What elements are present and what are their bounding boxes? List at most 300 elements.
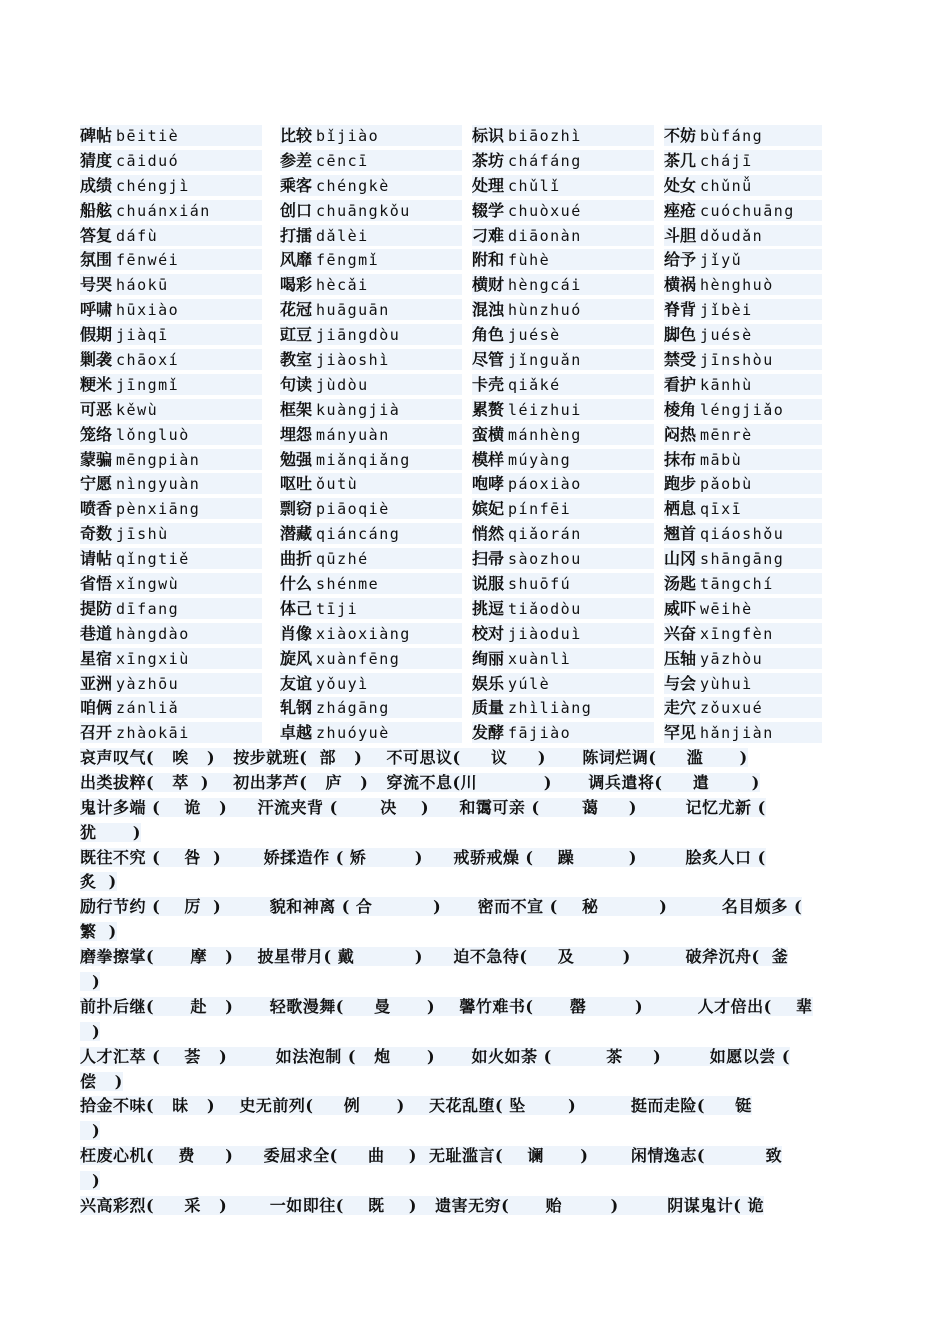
vocab-word: 混浊 bbox=[472, 300, 505, 320]
vocab-pinyin: jùdòu bbox=[316, 375, 369, 394]
vocab-entry bbox=[472, 274, 654, 295]
vocab-entry bbox=[280, 125, 462, 146]
idiom-line bbox=[80, 970, 882, 995]
vocab-row bbox=[0, 175, 950, 200]
vocab-entry bbox=[80, 324, 262, 345]
vocab-entry bbox=[280, 374, 462, 395]
vocab-entry bbox=[472, 697, 654, 718]
vocab-pinyin: mánhèng bbox=[508, 425, 582, 444]
vocab-entry bbox=[80, 374, 262, 395]
vocab-entry bbox=[80, 175, 262, 196]
vocab-entry bbox=[472, 648, 654, 669]
vocab-word: 成绩 bbox=[80, 175, 113, 195]
vocab-entry bbox=[664, 200, 822, 221]
vocab-entry bbox=[472, 722, 654, 743]
vocab-pinyin: kānhù bbox=[700, 375, 753, 394]
vocab-word: 闷热 bbox=[664, 424, 697, 444]
vocab-pinyin: zhìliàng bbox=[508, 699, 593, 718]
vocab-pinyin: kuàngjià bbox=[316, 400, 401, 419]
vocab-pinyin: tiǎodòu bbox=[508, 599, 582, 618]
idiom-line bbox=[80, 1119, 882, 1144]
vocab-pinyin: fēnwéi bbox=[116, 251, 180, 270]
vocab-entry bbox=[80, 623, 262, 644]
vocab-row bbox=[0, 648, 950, 673]
vocab-entry bbox=[664, 125, 822, 146]
vocab-entry bbox=[80, 399, 262, 420]
vocab-word: 处女 bbox=[664, 175, 697, 195]
vocab-word: 看护 bbox=[664, 374, 697, 394]
vocab-pinyin: chéngjì bbox=[116, 176, 190, 195]
vocab-pinyin: xīngfèn bbox=[700, 624, 774, 643]
vocab-word: 横财 bbox=[472, 275, 505, 295]
vocab-row bbox=[0, 225, 950, 250]
vocab-row bbox=[0, 548, 950, 573]
vocab-word: 痤疮 bbox=[664, 200, 697, 220]
vocab-pinyin: juésè bbox=[508, 326, 561, 345]
vocab-word: 挑逗 bbox=[472, 598, 505, 618]
vocab-pinyin: jiàoshì bbox=[316, 351, 390, 370]
vocab-entry bbox=[472, 399, 654, 420]
vocab-entry bbox=[80, 548, 262, 569]
vocab-pinyin: mányuàn bbox=[316, 425, 390, 444]
vocab-word: 亚洲 bbox=[80, 673, 113, 693]
vocab-word: 呼啸 bbox=[80, 300, 113, 320]
vocab-row bbox=[0, 125, 950, 150]
vocab-pinyin: hècǎi bbox=[316, 276, 369, 295]
vocab-pinyin: zánliǎ bbox=[116, 699, 180, 718]
vocab-entry bbox=[472, 299, 654, 320]
vocab-word: 娱乐 bbox=[472, 673, 505, 693]
idiom-text: ) bbox=[80, 972, 101, 992]
vocab-pinyin: xuànlì bbox=[508, 649, 572, 668]
vocab-pinyin: chāoxí bbox=[116, 351, 180, 370]
vocab-word: 悄然 bbox=[472, 524, 505, 544]
vocab-row bbox=[0, 722, 950, 747]
vocab-entry bbox=[80, 648, 262, 669]
vocab-word: 尽管 bbox=[472, 350, 505, 370]
vocab-entry bbox=[664, 150, 822, 171]
vocab-entry bbox=[280, 175, 462, 196]
vocab-entry bbox=[80, 523, 262, 544]
vocab-pinyin: jǐbèi bbox=[700, 301, 753, 320]
vocab-entry bbox=[280, 424, 462, 445]
vocab-pinyin: tīji bbox=[316, 599, 359, 618]
idiom-line bbox=[80, 945, 882, 970]
vocab-word: 氛围 bbox=[80, 250, 113, 270]
vocab-row bbox=[0, 299, 950, 324]
vocab-entry bbox=[472, 523, 654, 544]
vocab-entry bbox=[280, 573, 462, 594]
vocab-pinyin: juésè bbox=[700, 326, 753, 345]
vocab-pinyin: kěwù bbox=[116, 400, 159, 419]
vocab-entry bbox=[472, 150, 654, 171]
vocab-entry bbox=[664, 697, 822, 718]
vocab-entry bbox=[472, 673, 654, 694]
vocab-word: 曲折 bbox=[280, 549, 313, 569]
vocab-word: 兴奋 bbox=[664, 623, 697, 643]
idiom-line bbox=[80, 746, 882, 771]
vocab-entry bbox=[472, 249, 654, 270]
vocab-word: 旋风 bbox=[280, 648, 313, 668]
vocab-row bbox=[0, 573, 950, 598]
vocab-word: 跑步 bbox=[664, 474, 697, 494]
idiom-text: 哀声叹气( 唉 ) 按步就班( 部 ) 不可思议( 议 ) 陈词烂调( 滥 ) bbox=[80, 748, 748, 767]
idiom-text: 磨拳擦掌( 摩 ) 披星带月( 戴 ) 迫不急待( 及 ) 破斧沉舟( 釜 bbox=[80, 947, 789, 967]
vocab-pinyin: huāguān bbox=[316, 301, 390, 320]
vocab-word: 船舷 bbox=[80, 200, 113, 220]
vocab-word: 说服 bbox=[472, 574, 505, 594]
vocab-pinyin: miǎnqiǎng bbox=[316, 450, 411, 469]
vocab-entry bbox=[80, 449, 262, 470]
vocab-word: 嫔妃 bbox=[472, 499, 505, 519]
vocab-pinyin: chuánxián bbox=[116, 201, 211, 220]
vocab-pinyin: xiàoxiàng bbox=[316, 624, 411, 643]
idiom-correction-list bbox=[80, 746, 882, 1219]
vocab-entry bbox=[280, 648, 462, 669]
idiom-line bbox=[80, 1045, 882, 1070]
vocab-entry bbox=[472, 125, 654, 146]
vocab-pinyin: bēitiè bbox=[116, 127, 180, 145]
vocab-pinyin: lǒngluò bbox=[116, 425, 190, 444]
vocab-word: 友谊 bbox=[280, 673, 313, 693]
vocab-word: 呕吐 bbox=[280, 474, 313, 494]
vocab-entry bbox=[280, 324, 462, 345]
vocab-pinyin: qūzhé bbox=[316, 550, 369, 569]
vocab-word: 卡壳 bbox=[472, 374, 505, 394]
vocab-pinyin: hènghuò bbox=[700, 276, 774, 295]
vocab-word: 请帖 bbox=[80, 549, 113, 569]
vocab-word: 处理 bbox=[472, 175, 505, 195]
vocab-entry bbox=[280, 399, 462, 420]
vocab-word: 卓越 bbox=[280, 723, 313, 743]
vocab-word: 脚色 bbox=[664, 325, 697, 345]
vocab-pinyin: cháfáng bbox=[508, 151, 582, 170]
vocab-pinyin: xǐngwù bbox=[116, 575, 180, 594]
vocab-entry bbox=[80, 200, 262, 221]
vocab-word: 模样 bbox=[472, 449, 505, 469]
vocab-word: 星宿 bbox=[80, 648, 113, 668]
vocab-entry bbox=[280, 449, 462, 470]
vocab-pinyin: yǒuyì bbox=[316, 674, 369, 693]
idiom-text: 偿 ) bbox=[80, 1071, 123, 1091]
vocab-word: 答复 bbox=[80, 225, 113, 245]
vocab-word: 标识 bbox=[472, 126, 505, 145]
vocab-pinyin: yúlè bbox=[508, 674, 551, 693]
idiom-line bbox=[80, 846, 882, 871]
vocab-row bbox=[0, 473, 950, 498]
vocab-pinyin: qīxī bbox=[700, 500, 743, 519]
vocabulary-table bbox=[0, 125, 950, 747]
vocab-pinyin: jīnshòu bbox=[700, 351, 774, 370]
vocab-pinyin: dáfù bbox=[116, 226, 159, 245]
vocab-word: 汤匙 bbox=[664, 574, 697, 594]
idiom-line bbox=[80, 1169, 882, 1194]
vocab-entry bbox=[80, 424, 262, 445]
vocab-word: 横祸 bbox=[664, 275, 697, 295]
vocab-pinyin: hèngcái bbox=[508, 276, 582, 295]
vocab-entry bbox=[280, 722, 462, 743]
vocab-pinyin: mēngpiàn bbox=[116, 450, 201, 469]
vocab-entry bbox=[80, 349, 262, 370]
vocab-entry bbox=[472, 424, 654, 445]
idiom-line bbox=[80, 870, 882, 895]
vocab-word: 走穴 bbox=[664, 698, 697, 718]
vocab-entry bbox=[80, 249, 262, 270]
vocab-word: 咱俩 bbox=[80, 698, 113, 718]
vocab-pinyin: háokū bbox=[116, 276, 169, 295]
vocab-pinyin: léngjiǎo bbox=[700, 400, 785, 419]
vocab-word: 喷香 bbox=[80, 499, 113, 519]
vocab-word: 豇豆 bbox=[280, 325, 313, 345]
vocab-pinyin: jǐnguǎn bbox=[508, 351, 582, 370]
vocab-entry bbox=[664, 399, 822, 420]
vocab-word: 喝彩 bbox=[280, 275, 313, 295]
vocab-row bbox=[0, 598, 950, 623]
idiom-line bbox=[80, 1144, 882, 1169]
vocab-word: 脊背 bbox=[664, 300, 697, 320]
vocab-word: 潜藏 bbox=[280, 524, 313, 544]
vocab-word: 蒙骗 bbox=[80, 449, 113, 469]
vocab-word: 花冠 bbox=[280, 300, 313, 320]
vocab-word: 假期 bbox=[80, 325, 113, 345]
vocab-entry bbox=[664, 424, 822, 445]
vocab-pinyin: jīngmǐ bbox=[116, 375, 180, 394]
idiom-text: ) bbox=[80, 1021, 101, 1041]
vocab-pinyin: zhágāng bbox=[316, 699, 390, 718]
vocab-pinyin: shuōfú bbox=[508, 575, 572, 594]
vocab-entry bbox=[80, 722, 262, 743]
vocab-pinyin: jǐyǔ bbox=[700, 251, 743, 270]
vocab-word: 句读 bbox=[280, 374, 313, 394]
vocab-entry bbox=[664, 349, 822, 370]
vocab-word: 棱角 bbox=[664, 399, 697, 419]
vocab-word: 风靡 bbox=[280, 250, 313, 270]
vocab-pinyin: xīngxiù bbox=[116, 649, 190, 668]
vocab-entry bbox=[664, 175, 822, 196]
vocab-pinyin: bǐjiào bbox=[316, 127, 380, 145]
vocab-entry bbox=[664, 573, 822, 594]
vocab-word: 扫帚 bbox=[472, 549, 505, 569]
vocab-word: 乘客 bbox=[280, 175, 313, 195]
vocab-word: 笼络 bbox=[80, 424, 113, 444]
vocab-pinyin: piāoqiè bbox=[316, 500, 390, 519]
vocab-word: 茶坊 bbox=[472, 150, 505, 170]
vocab-row bbox=[0, 623, 950, 648]
vocab-pinyin: jiàoduì bbox=[508, 624, 582, 643]
vocab-word: 茶几 bbox=[664, 150, 697, 170]
vocab-pinyin: chájī bbox=[700, 151, 753, 170]
vocab-word: 号哭 bbox=[80, 275, 113, 295]
vocab-word: 山冈 bbox=[664, 549, 697, 569]
idiom-text: 繁 ) bbox=[80, 922, 117, 942]
vocab-pinyin: yāzhòu bbox=[700, 649, 764, 668]
vocab-entry bbox=[280, 274, 462, 295]
vocab-word: 剽窃 bbox=[280, 499, 313, 519]
vocab-entry bbox=[472, 349, 654, 370]
vocab-word: 参差 bbox=[280, 150, 313, 170]
vocab-pinyin: chǔlǐ bbox=[508, 176, 561, 195]
idiom-line bbox=[80, 771, 882, 796]
vocab-word: 刁难 bbox=[472, 225, 505, 245]
vocab-pinyin: zhuóyuè bbox=[316, 724, 390, 743]
vocab-pinyin: hùnzhuó bbox=[508, 301, 582, 320]
vocab-pinyin: dǒudǎn bbox=[700, 226, 764, 245]
vocab-entry bbox=[472, 374, 654, 395]
vocab-entry bbox=[664, 523, 822, 544]
vocab-entry bbox=[280, 673, 462, 694]
vocab-row bbox=[0, 424, 950, 449]
vocab-entry bbox=[472, 473, 654, 494]
vocab-row bbox=[0, 697, 950, 722]
vocab-word: 给予 bbox=[664, 250, 697, 270]
vocab-pinyin: pínfēi bbox=[508, 500, 572, 519]
vocab-entry bbox=[664, 598, 822, 619]
vocab-word: 提防 bbox=[80, 598, 113, 618]
vocab-pinyin: yàzhōu bbox=[116, 674, 180, 693]
idiom-text: ) bbox=[80, 1171, 101, 1191]
vocab-word: 召开 bbox=[80, 723, 113, 743]
vocab-word: 质量 bbox=[472, 698, 505, 718]
idiom-text: 前扑后继( 赴 ) 轻歌漫舞( 曼 ) 馨竹难书( 罄 ) 人才倍出( 辈 bbox=[80, 996, 813, 1016]
vocab-row bbox=[0, 673, 950, 698]
vocab-entry bbox=[664, 722, 822, 743]
vocab-word: 咆哮 bbox=[472, 474, 505, 494]
vocab-pinyin: qiáoshǒu bbox=[700, 525, 785, 544]
vocab-entry bbox=[664, 249, 822, 270]
vocab-pinyin: fēngmǐ bbox=[316, 251, 380, 270]
vocab-entry bbox=[472, 324, 654, 345]
vocab-entry bbox=[280, 523, 462, 544]
vocab-pinyin: wēihè bbox=[700, 599, 753, 618]
vocab-entry bbox=[472, 548, 654, 569]
vocab-word: 创口 bbox=[280, 200, 313, 220]
vocab-word: 体己 bbox=[280, 598, 313, 618]
vocab-row bbox=[0, 498, 950, 523]
vocab-word: 罕见 bbox=[664, 723, 697, 743]
vocab-entry bbox=[664, 225, 822, 246]
idiom-line bbox=[80, 1194, 882, 1219]
vocab-entry bbox=[664, 623, 822, 644]
idiom-text: 既往不究 ( 咎 ) 娇揉造作 ( 矫 ) 戒骄戒燥 ( 躁 ) 脍炙人口 ( bbox=[80, 847, 766, 867]
idiom-line bbox=[80, 796, 882, 821]
idiom-text: 拾金不味( 昧 ) 史无前列( 例 ) 天花乱堕( 坠 ) 挺而走险( 铤 bbox=[80, 1096, 752, 1116]
vocab-entry bbox=[80, 299, 262, 320]
idiom-text: ) bbox=[80, 1121, 101, 1141]
vocab-entry bbox=[280, 498, 462, 519]
vocab-row bbox=[0, 374, 950, 399]
vocab-pinyin: hǎnjiàn bbox=[700, 724, 774, 743]
vocab-pinyin: chǔnǚ bbox=[700, 176, 753, 195]
vocab-entry bbox=[280, 623, 462, 644]
vocab-entry bbox=[664, 473, 822, 494]
vocab-entry bbox=[664, 374, 822, 395]
vocab-pinyin: jiāngdòu bbox=[316, 326, 401, 345]
vocab-word: 轧钢 bbox=[280, 698, 313, 718]
vocab-entry bbox=[280, 548, 462, 569]
vocab-pinyin: múyàng bbox=[508, 450, 572, 469]
vocab-pinyin: jīshù bbox=[116, 525, 169, 544]
vocab-word: 蛮横 bbox=[472, 424, 505, 444]
vocab-word: 斗胆 bbox=[664, 225, 697, 245]
vocab-word: 压轴 bbox=[664, 648, 697, 668]
vocab-word: 省悟 bbox=[80, 574, 113, 594]
vocab-pinyin: sàozhou bbox=[508, 550, 582, 569]
vocab-pinyin: mābù bbox=[700, 450, 743, 469]
idiom-text: 炙 ) bbox=[80, 872, 117, 892]
vocab-entry bbox=[472, 598, 654, 619]
vocab-entry bbox=[664, 673, 822, 694]
vocab-entry bbox=[80, 673, 262, 694]
vocab-pinyin: cuóchuāng bbox=[700, 201, 795, 220]
vocab-pinyin: shénme bbox=[316, 575, 380, 594]
vocab-entry bbox=[472, 449, 654, 470]
vocab-entry bbox=[472, 498, 654, 519]
vocab-word: 宁愿 bbox=[80, 474, 113, 494]
vocab-entry bbox=[280, 150, 462, 171]
idiom-text: 犹 ) bbox=[80, 822, 141, 842]
vocab-entry bbox=[664, 548, 822, 569]
vocab-word: 奇数 bbox=[80, 524, 113, 544]
vocab-entry bbox=[80, 473, 262, 494]
vocab-pinyin: fājiào bbox=[508, 724, 572, 743]
vocab-entry bbox=[664, 498, 822, 519]
idiom-text: 人才汇萃 ( 荟 ) 如法泡制 ( 炮 ) 如火如荼 ( 茶 ) 如愿以尝 ( bbox=[80, 1046, 790, 1066]
idiom-text: 出类拔粹( 萃 ) 初出茅芦( 庐 ) 穿流不息(川 ) 调兵遣将( 遣 ) bbox=[80, 772, 760, 792]
idiom-text: 励行节约 ( 厉 ) 貌和神离 ( 合 ) 密而不宣 ( 秘 ) 名目烦多 ( bbox=[80, 897, 803, 917]
vocab-row bbox=[0, 200, 950, 225]
vocab-pinyin: chuòxué bbox=[508, 201, 582, 220]
vocab-entry bbox=[280, 225, 462, 246]
vocab-word: 与会 bbox=[664, 673, 697, 693]
vocab-row bbox=[0, 523, 950, 548]
vocab-entry bbox=[472, 200, 654, 221]
vocab-pinyin: qiáncáng bbox=[316, 525, 401, 544]
vocab-word: 辍学 bbox=[472, 200, 505, 220]
idiom-line bbox=[80, 895, 882, 920]
vocab-entry bbox=[80, 225, 262, 246]
vocab-entry bbox=[80, 573, 262, 594]
vocab-entry bbox=[280, 598, 462, 619]
vocab-pinyin: shāngāng bbox=[700, 550, 785, 569]
idiom-text: 鬼计多端 ( 诡 ) 汗流夹背 ( 决 ) 和霭可亲 ( 蔼 ) 记忆尤新 ( bbox=[80, 797, 766, 817]
vocab-word: 粳米 bbox=[80, 374, 113, 394]
vocab-word: 附和 bbox=[472, 250, 505, 270]
vocab-word: 比较 bbox=[280, 126, 313, 145]
idiom-line bbox=[80, 920, 882, 945]
vocab-pinyin: mēnrè bbox=[700, 425, 753, 444]
vocab-entry bbox=[80, 150, 262, 171]
vocab-pinyin: zǒuxué bbox=[700, 699, 764, 718]
idiom-line bbox=[80, 821, 882, 846]
vocab-word: 不妨 bbox=[664, 126, 697, 145]
vocab-pinyin: yùhuì bbox=[700, 674, 753, 693]
idiom-line bbox=[80, 995, 882, 1020]
vocab-pinyin: pǎobù bbox=[700, 475, 753, 494]
vocab-entry bbox=[280, 349, 462, 370]
idiom-line bbox=[80, 1070, 882, 1095]
vocab-entry bbox=[664, 299, 822, 320]
vocab-pinyin: hàngdào bbox=[116, 624, 190, 643]
vocab-pinyin: tāngchí bbox=[700, 575, 774, 594]
vocab-pinyin: qiǎké bbox=[508, 375, 561, 394]
vocab-entry bbox=[280, 299, 462, 320]
vocab-row bbox=[0, 399, 950, 424]
vocab-word: 栖息 bbox=[664, 499, 697, 519]
vocab-pinyin: biāozhì bbox=[508, 127, 582, 145]
vocab-pinyin: dīfang bbox=[116, 599, 180, 618]
vocab-entry bbox=[472, 623, 654, 644]
idiom-line bbox=[80, 1020, 882, 1045]
